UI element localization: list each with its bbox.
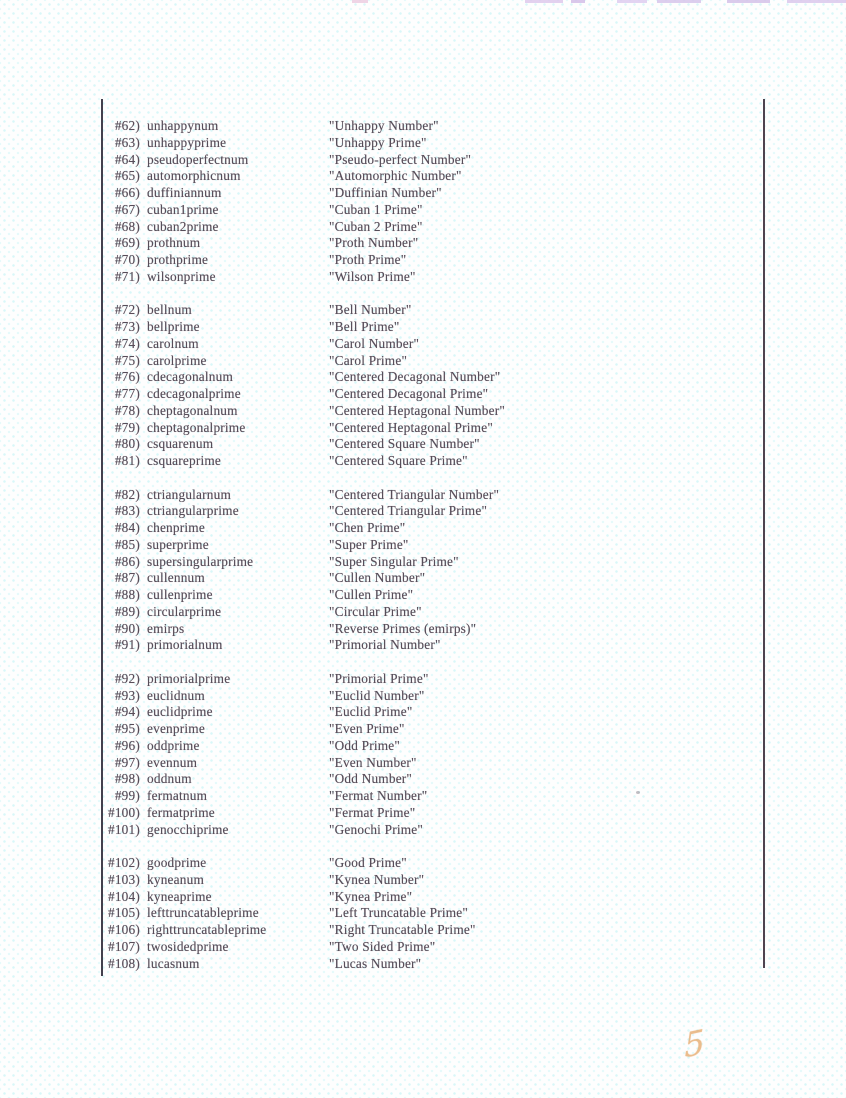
scan-artifact-top	[352, 0, 368, 3]
entry-number: #89)	[114, 603, 140, 619]
entry-id: oddnum	[147, 771, 192, 787]
entry-number: #102)	[107, 855, 140, 870]
entry-number: #63)	[114, 134, 140, 150]
entry-label: "Circular Prime"	[329, 603, 422, 619]
entry-label: "Carol Number"	[329, 335, 420, 351]
entry-row	[0, 721, 846, 738]
entry-number: #84)	[114, 520, 140, 535]
entry-id: unhappynum	[147, 118, 219, 133]
entry-row	[0, 487, 846, 504]
entry-row	[0, 570, 846, 587]
entry-id: lefttruncatableprime	[147, 905, 259, 921]
entry-id: bellnum	[147, 302, 192, 318]
entry-id: kyneanum	[147, 871, 204, 887]
entry-number: #74)	[114, 335, 140, 351]
entry-row	[0, 152, 846, 169]
entry-block	[0, 302, 846, 470]
entry-id: automorphicnum	[147, 168, 241, 184]
entry-label: "Primorial Number"	[329, 637, 441, 653]
entry-number: #96)	[114, 737, 140, 753]
entry-row	[0, 604, 846, 621]
entry-id: prothprime	[147, 252, 209, 267]
entry-id: ctriangularprime	[147, 503, 239, 519]
entry-label: "Kynea Number"	[329, 871, 425, 887]
entry-row	[0, 202, 846, 219]
entry-id: evennum	[147, 754, 198, 770]
entry-number: #98)	[114, 771, 140, 787]
entry-number: #93)	[114, 687, 140, 703]
entry-row	[0, 118, 846, 135]
entry-number: #87)	[114, 570, 140, 586]
entry-label: "Cullen Prime"	[329, 587, 414, 602]
entry-row	[0, 420, 846, 437]
entry-number: #81)	[114, 453, 140, 468]
entry-id: cullenprime	[147, 587, 213, 602]
entry-label: "Centered Decagonal Number"	[329, 369, 501, 385]
entry-label: "Fermat Number"	[329, 788, 428, 803]
entry-label: "Centered Decagonal Prime"	[329, 386, 489, 401]
entry-number: #86)	[114, 553, 140, 569]
entry-row	[0, 436, 846, 453]
entry-id: duffiniannum	[147, 185, 222, 200]
entry-row	[0, 956, 846, 973]
handwritten-page-number: 5	[683, 1021, 706, 1066]
entry-row	[0, 671, 846, 688]
entry-id: twosidedprime	[147, 938, 229, 954]
entry-label: "Duffinian Number"	[329, 185, 442, 200]
entry-label: "Super Prime"	[329, 536, 409, 552]
entry-row	[0, 788, 846, 805]
entry-id: cdecagonalprime	[147, 386, 241, 401]
entry-label: "Odd Prime"	[329, 737, 401, 753]
entry-row	[0, 386, 846, 403]
entry-label: "Chen Prime"	[329, 520, 406, 535]
entry-label: "Proth Prime"	[329, 252, 407, 267]
entry-row	[0, 219, 846, 236]
entry-number: #99)	[114, 788, 140, 803]
entry-label: "Centered Heptagonal Number"	[329, 402, 505, 418]
entry-id: carolprime	[147, 352, 207, 368]
entry-number: #64)	[114, 151, 140, 167]
entry-row	[0, 755, 846, 772]
entry-label: "Centered Triangular Number"	[329, 486, 500, 502]
entry-id: pseudoperfectnum	[147, 151, 249, 167]
entry-number: #82)	[114, 486, 140, 502]
entry-label: "Fermat Prime"	[329, 804, 416, 820]
entry-row	[0, 168, 846, 185]
scan-speck	[636, 791, 640, 794]
entry-number: #83)	[114, 503, 140, 519]
entry-number: #101)	[107, 821, 140, 837]
entry-number: #73)	[114, 319, 140, 334]
entry-row	[0, 336, 846, 353]
entry-number: #85)	[114, 536, 140, 552]
entry-id: fermatnum	[147, 788, 208, 803]
entry-label: "Left Truncatable Prime"	[329, 905, 468, 921]
entry-row	[0, 889, 846, 906]
entry-label: "Bell Number"	[329, 302, 412, 318]
entry-list	[0, 118, 846, 989]
entry-label: "Wilson Prime"	[329, 268, 416, 284]
scan-artifact-top	[657, 0, 701, 3]
entry-label: "Automorphic Number"	[329, 168, 462, 184]
entry-number: #95)	[114, 721, 140, 736]
entry-id: lucasnum	[147, 955, 200, 971]
entry-label: "Primorial Prime"	[329, 670, 429, 686]
entry-label: "Even Prime"	[329, 721, 405, 736]
entry-row	[0, 621, 846, 638]
entry-row	[0, 235, 846, 252]
entry-row	[0, 637, 846, 654]
entry-id: cheptagonalprime	[147, 419, 246, 435]
entry-id: euclidprime	[147, 704, 213, 720]
entry-number: #78)	[114, 402, 140, 418]
entry-number: #90)	[114, 620, 140, 636]
scan-artifact-top	[727, 0, 770, 3]
entry-number: #79)	[114, 419, 140, 435]
entry-label: "Right Truncatable Prime"	[329, 922, 476, 937]
scan-artifact-top	[571, 0, 585, 3]
entry-label: "Centered Square Prime"	[329, 453, 468, 468]
entry-number: #68)	[114, 218, 140, 234]
entry-row	[0, 353, 846, 370]
entry-number: #106)	[107, 922, 140, 937]
entry-id: cullennum	[147, 570, 205, 586]
entry-id: bellprime	[147, 319, 200, 334]
entry-id: cheptagonalnum	[147, 402, 238, 418]
entry-id: circularprime	[147, 603, 222, 619]
entry-number: #66)	[114, 185, 140, 200]
entry-row	[0, 922, 846, 939]
entry-id: fermatprime	[147, 804, 215, 820]
entry-number: #75)	[114, 352, 140, 368]
entry-number: #94)	[114, 704, 140, 720]
entry-row	[0, 805, 846, 822]
entry-label: "Even Number"	[329, 754, 417, 770]
entry-row	[0, 369, 846, 386]
entry-label: "Centered Square Number"	[329, 436, 480, 452]
entry-number: #77)	[114, 386, 140, 401]
entry-number: #92)	[114, 670, 140, 686]
entry-number: #100)	[107, 804, 140, 820]
entry-number: #80)	[114, 436, 140, 452]
entry-row	[0, 135, 846, 152]
entry-id: primorialnum	[147, 637, 223, 653]
entry-label: "Cuban 2 Prime"	[329, 218, 423, 234]
entry-label: "Euclid Prime"	[329, 704, 413, 720]
entry-row	[0, 302, 846, 319]
scan-artifact-top	[525, 0, 563, 3]
entry-row	[0, 587, 846, 604]
entry-row	[0, 319, 846, 336]
entry-label: "Centered Triangular Prime"	[329, 503, 488, 519]
entry-number: #103)	[107, 871, 140, 887]
entry-row	[0, 503, 846, 520]
entry-row	[0, 688, 846, 705]
entry-label: "Unhappy Number"	[329, 118, 439, 133]
entry-number: #97)	[114, 754, 140, 770]
entry-number: #71)	[114, 268, 140, 284]
entry-number: #65)	[114, 168, 140, 184]
entry-row	[0, 855, 846, 872]
entry-block	[0, 118, 846, 286]
entry-row	[0, 453, 846, 470]
entry-label: "Good Prime"	[329, 855, 407, 870]
entry-id: csquarenum	[147, 436, 214, 452]
entry-number: #105)	[107, 905, 140, 921]
entry-id: primorialprime	[147, 670, 231, 686]
entry-id: cuban2prime	[147, 218, 219, 234]
scan-artifact-top	[787, 0, 846, 3]
entry-row	[0, 905, 846, 922]
entry-block	[0, 855, 846, 972]
entry-label: "Cuban 1 Prime"	[329, 201, 423, 217]
entry-row	[0, 403, 846, 420]
entry-row	[0, 252, 846, 269]
scan-artifact-top	[617, 0, 647, 3]
entry-number: #70)	[114, 252, 140, 267]
entry-id: cdecagonalnum	[147, 369, 234, 385]
entry-number: #67)	[114, 201, 140, 217]
entry-id: genocchiprime	[147, 821, 229, 837]
entry-label: "Carol Prime"	[329, 352, 408, 368]
entry-label: "Euclid Number"	[329, 687, 425, 703]
entry-number: #62)	[114, 118, 140, 133]
entry-label: "Pseudo-perfect Number"	[329, 151, 472, 167]
entry-id: evenprime	[147, 721, 205, 736]
entry-id: prothnum	[147, 235, 201, 251]
entry-id: unhappyprime	[147, 134, 227, 150]
entry-label: "Lucas Number"	[329, 955, 422, 971]
entry-label: "Two Sided Prime"	[329, 938, 436, 954]
entry-id: superprime	[147, 536, 209, 552]
entry-label: "Centered Heptagonal Prime"	[329, 419, 493, 435]
entry-id: emirps	[147, 620, 185, 636]
entry-number: #108)	[107, 955, 140, 971]
entry-id: cuban1prime	[147, 201, 219, 217]
entry-row	[0, 939, 846, 956]
entry-label: "Genochi Prime"	[329, 821, 423, 837]
entry-id: csquareprime	[147, 453, 222, 468]
entry-label: "Odd Number"	[329, 771, 413, 787]
entry-id: oddprime	[147, 737, 200, 753]
entry-label: "Bell Prime"	[329, 319, 400, 334]
entry-number: #107)	[107, 938, 140, 954]
entry-row	[0, 738, 846, 755]
entry-row	[0, 269, 846, 286]
entry-row	[0, 704, 846, 721]
entry-number: #104)	[107, 888, 140, 904]
entry-number: #69)	[114, 235, 140, 251]
entry-id: euclidnum	[147, 687, 205, 703]
entry-row	[0, 185, 846, 202]
entry-row	[0, 554, 846, 571]
entry-row	[0, 520, 846, 537]
entry-id: righttruncatableprime	[147, 922, 267, 937]
entry-block	[0, 487, 846, 655]
entry-id: ctriangularnum	[147, 486, 232, 502]
entry-label: "Reverse Primes (emirps)"	[329, 620, 477, 636]
entry-row	[0, 771, 846, 788]
entry-label: "Super Singular Prime"	[329, 553, 459, 569]
entry-row	[0, 537, 846, 554]
entry-label: "Cullen Number"	[329, 570, 426, 586]
entry-label: "Unhappy Prime"	[329, 134, 427, 150]
entry-row	[0, 822, 846, 839]
entry-label: "Kynea Prime"	[329, 888, 413, 904]
entry-id: supersingularprime	[147, 553, 254, 569]
entry-number: #72)	[114, 302, 140, 318]
entry-label: "Proth Number"	[329, 235, 419, 251]
entry-id: kyneaprime	[147, 888, 212, 904]
entry-number: #88)	[114, 587, 140, 602]
entry-id: goodprime	[147, 855, 207, 870]
entry-number: #76)	[114, 369, 140, 385]
entry-id: wilsonprime	[147, 268, 216, 284]
entry-id: chenprime	[147, 520, 205, 535]
entry-row	[0, 872, 846, 889]
entry-number: #91)	[114, 637, 140, 653]
entry-block	[0, 671, 846, 839]
entry-id: carolnum	[147, 335, 199, 351]
